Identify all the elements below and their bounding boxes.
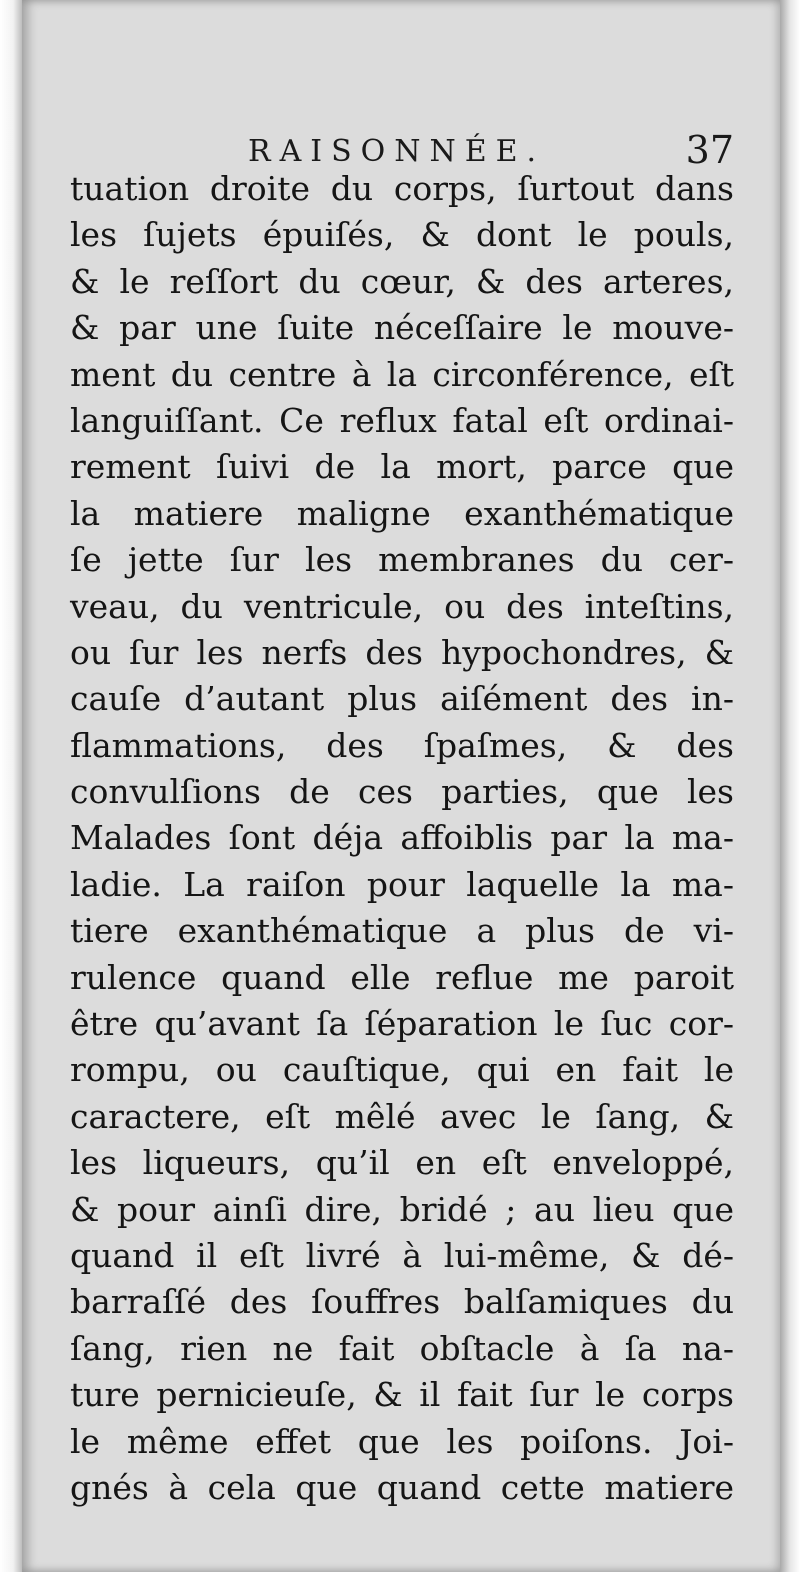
- text-line: convulſions de ces parties, que les: [70, 772, 734, 812]
- text-line: quand il eſt livré à lui-même, & dé-: [70, 1235, 734, 1275]
- text-line: ture pernicieuſe, & il fait ſur le corps: [70, 1375, 734, 1415]
- text-line: ladie. La raiſon pour laquelle la ma-: [70, 864, 734, 904]
- text-line: tuation droite du corps, ſurtout dans: [70, 169, 734, 208]
- body-text: [70, 166, 734, 1511]
- text-line: gnés à cela que quand cette matiere: [70, 1467, 734, 1507]
- text-line: ſang, rien ne fait obſtacle à ſa na-: [70, 1328, 734, 1368]
- text-line: la matiere maligne exanthématique: [70, 493, 734, 533]
- text-line: languiſſant. Ce reflux fatal eſt ordinai-: [70, 400, 734, 440]
- text-line: tiere exanthématique a plus de vi-: [70, 911, 734, 951]
- text-line: ment du centre à la circonférence, eſt: [70, 354, 734, 394]
- text-line: caractere, eſt mêlé avec le ſang, &: [70, 1096, 734, 1136]
- text-line: & le reſſort du cœur, & des arteres,: [70, 261, 734, 301]
- running-head: RAISONNÉE.: [248, 134, 546, 169]
- binding-margin: [0, 0, 22, 1572]
- text-line: cauſe d’autant plus aiſément des in-: [70, 679, 734, 719]
- text-line: être qu’avant ſa ſéparation le ſuc cor-: [70, 1004, 734, 1044]
- text-line: rulence quand elle reflue me paroit: [70, 957, 734, 997]
- text-line: Malades ſont déja affoiblis par la ma-: [70, 818, 734, 858]
- text-line: & par une ſuite néceſſaire le mouve-: [70, 308, 734, 348]
- page-edge: [780, 0, 800, 1572]
- text-line: les ſujets épuiſés, & dont le pouls,: [70, 215, 734, 255]
- text-line: les liqueurs, qu’il en eſt enveloppé,: [70, 1143, 734, 1183]
- text-line: ſe jette ſur les membranes du cer-: [70, 540, 734, 580]
- text-line: ou ſur les nerfs des hypochondres, &: [70, 632, 734, 672]
- text-line: rompu, ou cauſtique, qui en fait le: [70, 1050, 734, 1090]
- text-line: & pour ainſi dire, bridé ; au lieu que: [70, 1189, 734, 1229]
- page-number: 37: [685, 128, 734, 172]
- text-line: le même effet que les poiſons. Joi-: [70, 1421, 734, 1461]
- text-line: barraſſé des ſouffres balſamiques du: [70, 1282, 734, 1322]
- text-line: rement ſuivi de la mort, parce que: [70, 447, 734, 487]
- text-line: flammations, des ſpaſmes, & des: [70, 725, 734, 765]
- text-line: veau, du ventricule, ou des inteſtins,: [70, 586, 734, 626]
